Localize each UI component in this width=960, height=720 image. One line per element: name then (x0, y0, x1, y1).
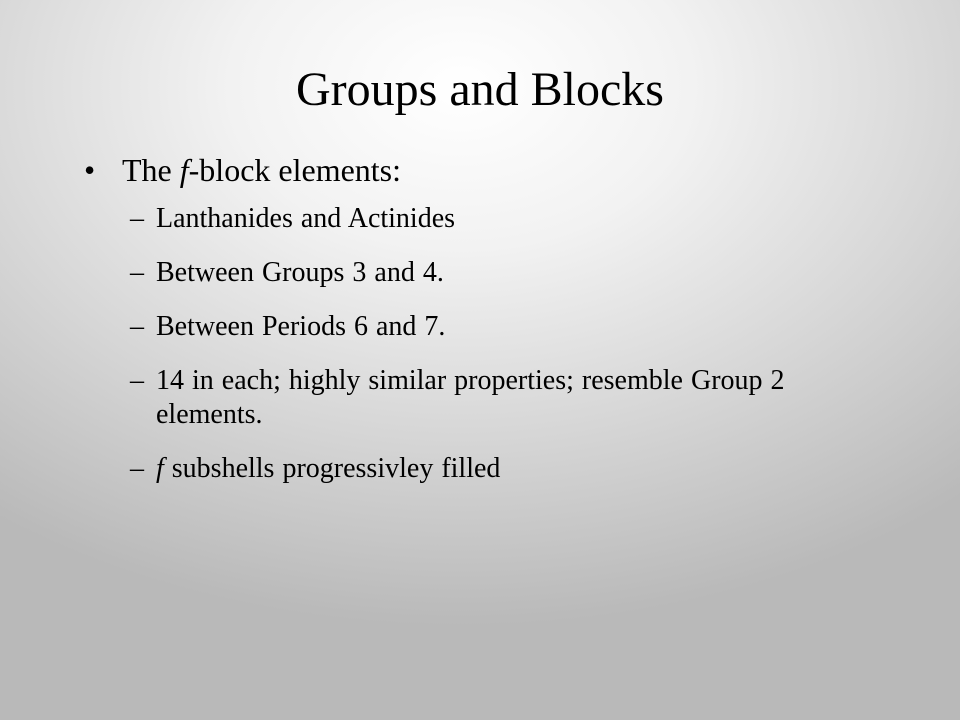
main-bullet-italic: f (179, 152, 189, 188)
sub-bullet-item (130, 202, 884, 236)
bullet-icon: • (84, 152, 96, 188)
dash-icon: – (130, 365, 144, 396)
dash-icon: – (130, 257, 144, 288)
sub-bullet-text: Between Groups 3 and 4. (156, 257, 444, 288)
dash-icon: – (130, 311, 144, 342)
sub-bullet-text: Lanthanides and Actinides (156, 203, 456, 234)
sub-bullet-item (130, 256, 884, 290)
main-bullet-suffix: -block elements: (188, 152, 402, 188)
sub-bullet-item (130, 310, 884, 344)
sub-bullet-list (84, 202, 884, 486)
dash-icon: – (130, 203, 144, 234)
sub-bullet-text: subshells progressivley filled (163, 453, 501, 484)
sub-bullet-item (130, 364, 884, 432)
slide-content (84, 146, 884, 506)
dash-icon: – (130, 453, 144, 484)
sub-bullet-text: 14 in each; highly similar properties; resemble Group 2 elements. (156, 365, 785, 430)
sub-bullet-item (130, 452, 884, 486)
sub-bullet-italic: f (156, 453, 164, 484)
sub-bullet-text: Between Periods 6 and 7. (156, 311, 446, 342)
slide-title: Groups and Blocks (296, 63, 664, 116)
main-bullet-prefix: The (122, 152, 180, 188)
main-bullet (84, 146, 884, 194)
